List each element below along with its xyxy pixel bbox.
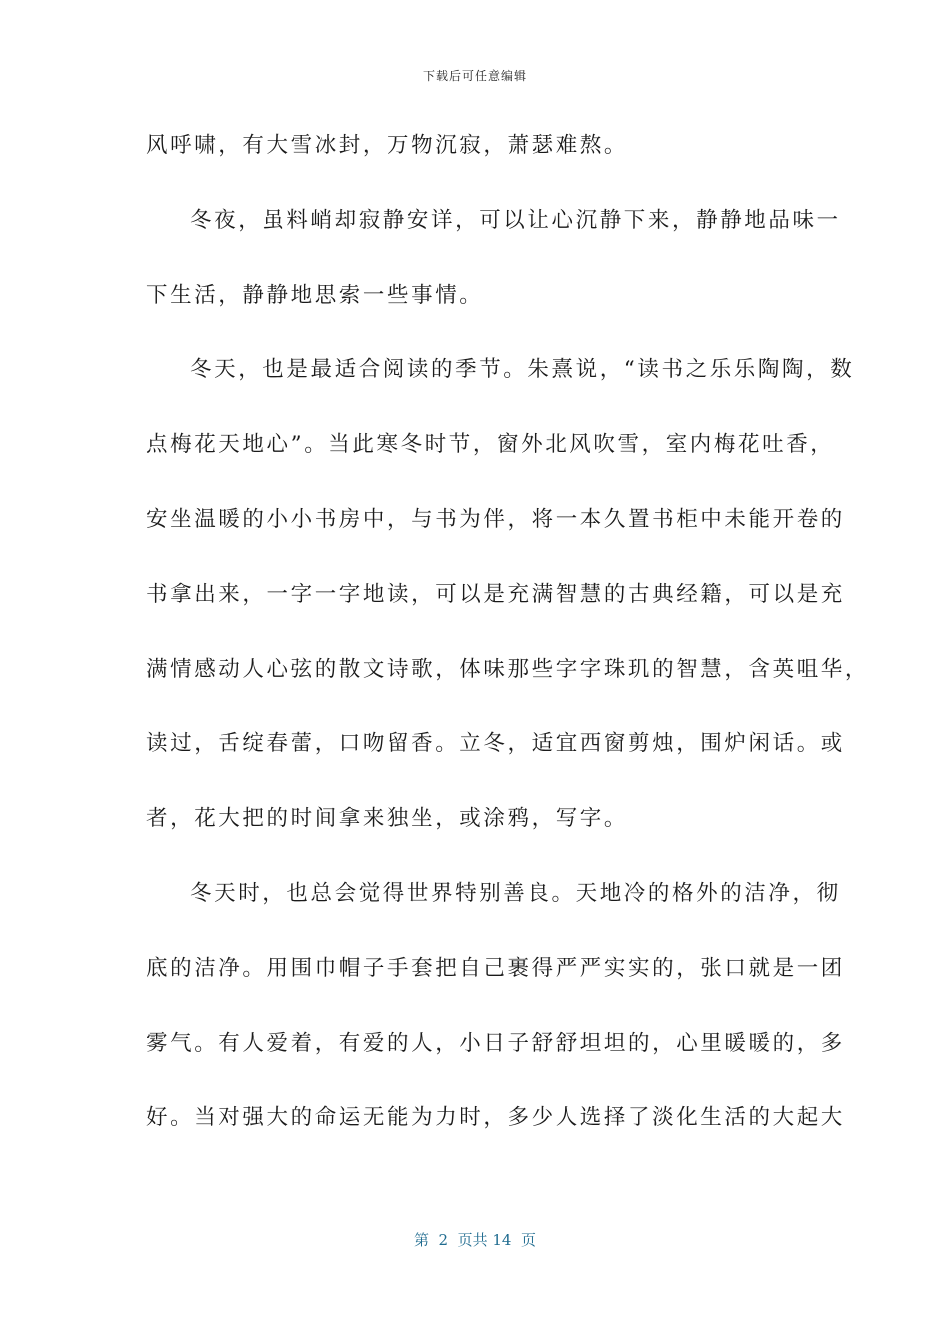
text-line: 雾气。有人爱着，有爱的人，小日子舒舒坦坦的，心里暖暖的，多: [146, 1030, 845, 1056]
text-line: 者，花大把的时间拿来独坐，或涂鸦，写字。: [146, 806, 629, 832]
text-line: 点梅花天地心”。当此寒冬时节，窗外北风吹雪，室内梅花吐香，: [146, 432, 835, 458]
text-line: 冬夜，虽料峭却寂静安详，可以让心沉静下来，静静地品味一: [190, 207, 841, 233]
text-line: 冬天，也是最适合阅读的季节。朱熹说，“读书之乐乐陶陶，数: [190, 357, 855, 383]
text-line: 满情感动人心弦的散文诗歌，体味那些字字珠玑的智慧，含英咀华，: [146, 656, 870, 682]
page-number-footer: 第 2 页共 14 页: [413, 1231, 536, 1249]
text-line: 下生活，静静地思索一些事情。: [146, 282, 484, 308]
text-line: 好。当对强大的命运无能为力时，多少人选择了淡化生活的大起大: [146, 1105, 845, 1131]
text-line: 底的洁净。用围巾帽子手套把自己裹得严严实实的，张口就是一团: [146, 955, 845, 981]
text-line: 书拿出来，一字一字地读，可以是充满智慧的古典经籍，可以是充: [146, 581, 845, 607]
text-line: 读过，舌绽春蕾，口吻留香。立冬，适宜西窗剪烛，围炉闲话。或: [146, 731, 845, 757]
text-line: 安坐温暖的小小书房中，与书为伴，将一本久置书柜中未能开卷的: [146, 506, 845, 532]
text-line: 风呼啸，有大雪冰封，万物沉寂，萧瑟难熬。: [146, 133, 629, 158]
text-line: 冬天时，也总会觉得世界特别善良。天地冷的格外的洁净，彻: [190, 880, 841, 906]
header-note: 下载后可任意编辑: [422, 69, 527, 83]
document-body: [146, 126, 870, 1173]
